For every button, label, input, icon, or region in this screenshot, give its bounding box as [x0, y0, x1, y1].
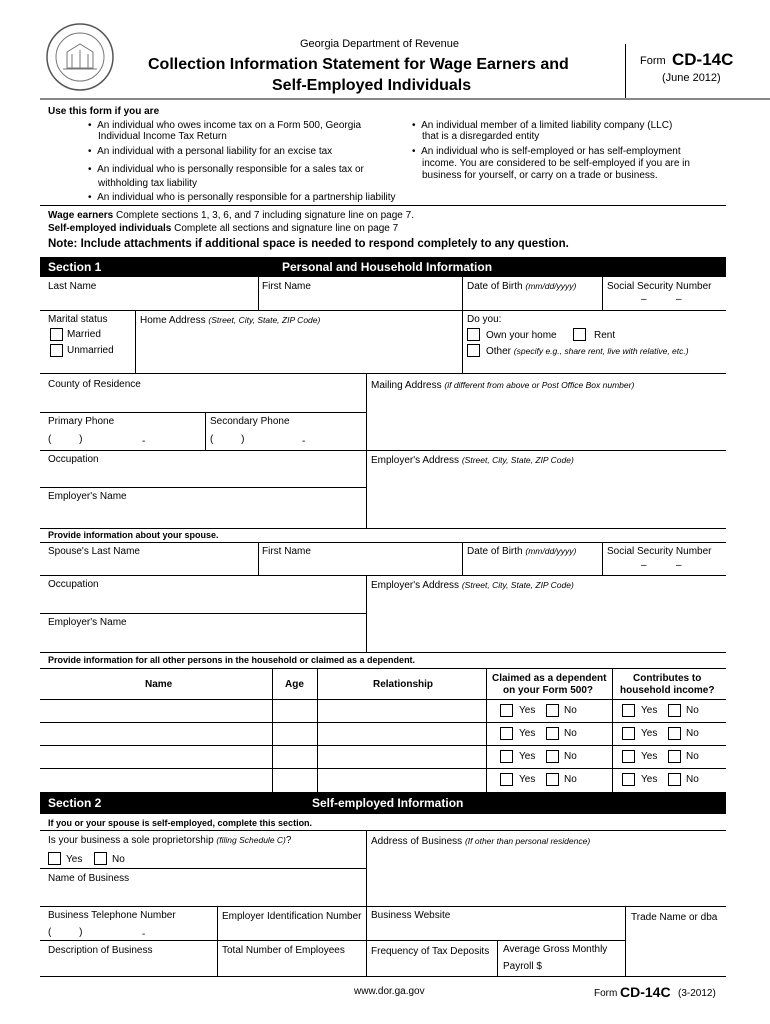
do-you-label: Do you: — [467, 314, 502, 325]
spouse-first-name-label: First Name — [262, 546, 311, 557]
secondary-phone-label: Secondary Phone — [210, 416, 290, 427]
claimed-yes-checkbox[interactable] — [500, 773, 513, 786]
contrib-no-label: No — [686, 774, 699, 785]
contrib-no-label: No — [686, 705, 699, 716]
claimed-yes-label: Yes — [519, 705, 536, 716]
business-address-label: Address of Business (If other than personal residence) — [371, 836, 591, 847]
contrib-no-label: No — [686, 728, 699, 739]
intro-rule — [40, 205, 726, 206]
spouse-ssn-field[interactable] — [606, 558, 724, 573]
business-phone-label: Business Telephone Number — [48, 910, 176, 921]
first-name-field[interactable] — [262, 293, 458, 308]
county-field[interactable] — [44, 392, 362, 410]
left-bullet-3-cont: withholding tax liability — [98, 178, 197, 189]
occupation-field[interactable] — [44, 466, 362, 484]
household-row-age[interactable] — [276, 747, 314, 766]
col-claimed-line2: on your Form 500? — [503, 685, 594, 696]
primary-phone-label: Primary Phone — [48, 416, 115, 427]
home-address-label: Home Address (Street, City, State, ZIP Code) — [140, 315, 321, 326]
left-bullet-4: • An individual who is personally responsible for a partnership liability — [88, 192, 396, 203]
wage-earners-line: Wage earners Complete sections 1, 3, 6, and 7 including signature line on page 7. — [48, 210, 414, 221]
section2-header — [40, 792, 726, 814]
spouse-last-name-field[interactable] — [44, 558, 254, 573]
sole-prop-no-checkbox[interactable] — [94, 852, 107, 865]
form-number: CD-14C — [672, 50, 734, 69]
left-bullet-1: • An individual who owes income tax on a Form 500, Georgia — [88, 120, 362, 131]
employer-name-field[interactable] — [44, 504, 362, 524]
household-row-name[interactable] — [44, 770, 268, 789]
mailing-address-label: Mailing Address (if different from above or Post Office Box number) — [371, 380, 635, 391]
section2-lead: If you or your spouse is self-employed, complete this section. — [48, 818, 313, 828]
spouse-dob-label: Date of Birth (mm/dd/yyyy) — [467, 546, 577, 557]
household-row-age[interactable] — [276, 770, 314, 789]
employer-address-field[interactable] — [370, 468, 722, 524]
spouse-occupation-label: Occupation — [48, 579, 99, 590]
spouse-heading: Provide information about your spouse. — [48, 530, 219, 540]
tax-deposit-frequency-field[interactable] — [370, 959, 494, 974]
spouse-employer-address-label: Employer's Address (Street, City, State, ZIP Code) — [371, 580, 574, 591]
employees-field[interactable] — [221, 958, 363, 974]
ein-field[interactable] — [221, 923, 363, 938]
right-bullet-1: • An individual member of a limited liability company (LLC) — [412, 120, 673, 131]
tax-deposit-frequency-label: Frequency of Tax Deposits — [371, 946, 490, 957]
household-row-age[interactable] — [276, 701, 314, 720]
website-label: Business Website — [371, 910, 451, 921]
household-row-name[interactable] — [44, 724, 268, 743]
rent-label: Rent — [594, 330, 616, 341]
employer-address-label: Employer's Address (Street, City, State, ZIP Code) — [371, 455, 574, 466]
claimed-no-checkbox[interactable] — [546, 773, 559, 786]
claimed-no-label: No — [564, 728, 577, 739]
other-label: Other (specify e.g., share rent, live with relative, etc.) — [486, 346, 689, 357]
header-divider — [625, 44, 626, 98]
intro-lead: Use this form if you are — [48, 106, 160, 117]
claimed-yes-checkbox[interactable] — [500, 727, 513, 740]
claimed-no-checkbox[interactable] — [546, 750, 559, 763]
household-row-name[interactable] — [44, 701, 268, 720]
right-bullet-2-cont: income. You are considered to be self-employed if you are in — [422, 158, 690, 169]
claimed-no-checkbox[interactable] — [546, 704, 559, 717]
claimed-yes-label: Yes — [519, 728, 536, 739]
marital-status-label: Marital status — [48, 314, 108, 325]
sole-prop-yes-checkbox[interactable] — [48, 852, 61, 865]
contrib-yes-checkbox[interactable] — [622, 773, 635, 786]
contrib-yes-checkbox[interactable] — [622, 750, 635, 763]
agency-name: Georgia Department of Revenue — [300, 38, 459, 50]
spouse-ssn-label: Social Security Number — [607, 546, 712, 557]
sole-prop-no-label: No — [112, 854, 125, 865]
employees-label: Total Number of Employees — [222, 945, 345, 956]
form-date: (June 2012) — [662, 72, 721, 84]
unmarried-checkbox[interactable] — [50, 344, 63, 357]
trade-name-label: Trade Name or dba — [631, 912, 718, 923]
spouse-employer-address-field[interactable] — [370, 593, 722, 648]
mailing-address-field[interactable] — [370, 393, 722, 448]
contrib-no-checkbox[interactable] — [668, 727, 681, 740]
claimed-no-checkbox[interactable] — [546, 727, 559, 740]
married-label: Married — [67, 329, 101, 340]
contrib-yes-label: Yes — [641, 774, 658, 785]
sole-prop-yes-label: Yes — [66, 854, 83, 865]
section1-header — [40, 257, 726, 277]
sole-prop-label: Is your business a sole proprietorship (filing Schedule C)? — [48, 835, 292, 846]
right-bullet-1-cont: that is a disregarded entity — [422, 131, 540, 142]
last-name-field[interactable] — [44, 293, 254, 308]
footer-url[interactable]: www.dor.ga.gov — [354, 986, 425, 997]
col-claimed-line1: Claimed as a dependent — [492, 673, 607, 684]
ssn-label: Social Security Number — [607, 281, 712, 292]
form-title-line2: Self-Employed Individuals — [272, 77, 472, 94]
section2-label: Section 2 — [48, 796, 102, 810]
dob-field[interactable] — [466, 293, 598, 308]
dob-label: Date of Birth (mm/dd/yyyy) — [467, 281, 577, 292]
business-address-field[interactable] — [370, 850, 722, 902]
spouse-ssn-separator: – — [676, 560, 682, 571]
left-bullet-3: • An individual who is personally responsible for a sales tax or — [88, 164, 364, 175]
own-home-checkbox[interactable] — [467, 328, 480, 341]
footer-form-prefix: Form — [594, 988, 618, 999]
married-checkbox[interactable] — [50, 328, 63, 341]
form-prefix: Form — [640, 55, 666, 67]
household-row-relationship[interactable] — [321, 701, 482, 720]
business-description-label: Description of Business — [48, 945, 153, 956]
first-name-label: First Name — [262, 281, 311, 292]
spouse-last-name-label: Spouse's Last Name — [48, 546, 140, 557]
business-phone-dash: - — [142, 929, 146, 940]
spouse-employer-name-field[interactable] — [44, 630, 362, 648]
household-row-name[interactable] — [44, 747, 268, 766]
household-row-relationship[interactable] — [321, 724, 482, 743]
primary-phone-area[interactable]: ( ) — [48, 434, 83, 445]
spouse-employer-name-label: Employer's Name — [48, 617, 127, 628]
col-age: Age — [285, 679, 304, 690]
unmarried-label: Unmarried — [67, 345, 114, 356]
contrib-no-checkbox[interactable] — [668, 773, 681, 786]
contrib-yes-checkbox[interactable] — [622, 704, 635, 717]
claimed-no-label: No — [564, 751, 577, 762]
avg-payroll-label-line1: Average Gross Monthly — [503, 944, 608, 955]
header-rule — [40, 98, 770, 100]
left-bullet-2: • An individual with a personal liability for an excise tax — [88, 146, 333, 157]
col-contrib-line1: Contributes to — [633, 673, 702, 684]
contrib-no-checkbox[interactable] — [668, 750, 681, 763]
section1-title: Personal and Household Information — [282, 260, 493, 274]
right-bullet-2: • An individual who is self-employed or has self-employment — [412, 146, 681, 157]
claimed-yes-label: Yes — [519, 751, 536, 762]
col-name: Name — [145, 679, 173, 690]
section2-title: Self-employed Information — [312, 796, 464, 810]
secondary-phone-dash: - — [302, 436, 306, 447]
spouse-first-name-field[interactable] — [262, 558, 458, 573]
household-row-relationship[interactable] — [321, 747, 482, 766]
attachment-note: Note: Include attachments if additional space is needed to respond completely to any question. — [48, 238, 569, 250]
claimed-no-label: No — [564, 705, 577, 716]
ssn-separator: – — [641, 294, 647, 305]
rent-checkbox[interactable] — [573, 328, 586, 341]
ssn-separator: – — [676, 294, 682, 305]
spouse-ssn-separator: – — [641, 560, 647, 571]
self-employed-line: Self-employed individuals Complete all sections and signature line on page 7 — [48, 223, 399, 234]
claimed-yes-checkbox[interactable] — [500, 750, 513, 763]
contrib-yes-label: Yes — [641, 728, 658, 739]
contrib-no-checkbox[interactable] — [668, 704, 681, 717]
home-address-field[interactable] — [139, 328, 459, 370]
other-checkbox[interactable] — [467, 344, 480, 357]
county-label: County of Residence — [48, 379, 141, 390]
section1-label: Section 1 — [48, 260, 102, 274]
claimed-yes-label: Yes — [519, 774, 536, 785]
avg-payroll-label-line2: Payroll $ — [503, 961, 542, 972]
own-home-label: Own your home — [486, 330, 557, 341]
last-name-label: Last Name — [48, 281, 97, 292]
ssn-field[interactable] — [606, 293, 724, 308]
secondary-phone-area[interactable]: ( ) — [210, 434, 245, 445]
business-description-field[interactable] — [44, 958, 214, 974]
footer-form-number: CD-14C — [620, 984, 671, 1000]
household-row-age[interactable] — [276, 724, 314, 743]
household-heading: Provide information for all other persons in the household or claimed as a dependent. — [48, 655, 416, 665]
contrib-yes-checkbox[interactable] — [622, 727, 635, 740]
business-phone-area[interactable]: ( ) — [48, 927, 83, 938]
col-relationship: Relationship — [373, 679, 434, 690]
business-name-field[interactable] — [44, 886, 362, 904]
avg-payroll-field[interactable] — [546, 959, 622, 974]
left-bullet-1-cont: Individual Income Tax Return — [98, 131, 227, 142]
col-contrib-line2: household income? — [620, 685, 715, 696]
household-row-relationship[interactable] — [321, 770, 482, 789]
claimed-yes-checkbox[interactable] — [500, 704, 513, 717]
spouse-dob-field[interactable] — [466, 558, 598, 573]
business-name-label: Name of Business — [48, 873, 130, 884]
contrib-yes-label: Yes — [641, 705, 658, 716]
claimed-no-label: No — [564, 774, 577, 785]
form-title-line1: Collection Information Statement for Wage Earners and — [148, 56, 569, 73]
primary-phone-dash: - — [142, 436, 146, 447]
employer-name-label: Employer's Name — [48, 491, 127, 502]
state-seal — [45, 22, 115, 92]
occupation-label: Occupation — [48, 454, 99, 465]
footer-form-date: (3-2012) — [678, 988, 716, 999]
contrib-no-label: No — [686, 751, 699, 762]
right-bullet-2-cont2: business for yourself, or carry on a trade or business. — [422, 170, 658, 181]
ein-label: Employer Identification Number — [222, 911, 362, 922]
contrib-yes-label: Yes — [641, 751, 658, 762]
trade-name-field[interactable] — [629, 926, 724, 972]
spouse-occupation-field[interactable] — [44, 592, 362, 610]
website-field[interactable] — [370, 923, 622, 938]
